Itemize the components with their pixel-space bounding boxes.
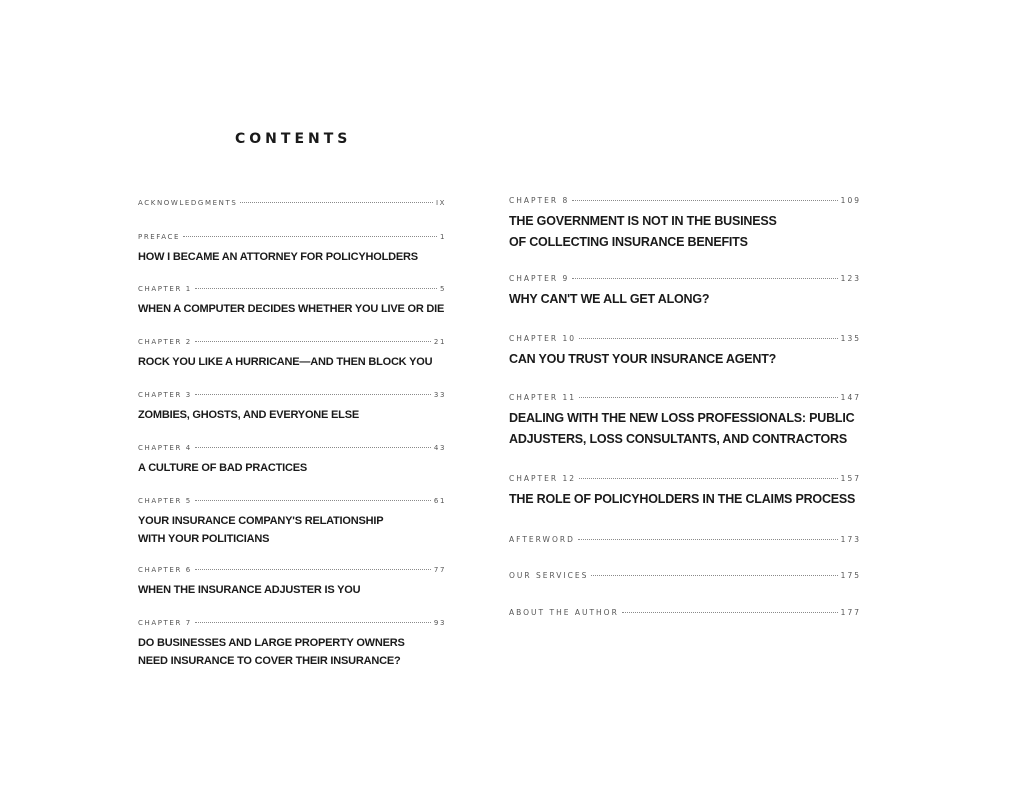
- dot-leader: [195, 447, 431, 448]
- chapter-title: [138, 248, 446, 266]
- toc-label: ABOUT THE AUTHOR: [509, 608, 619, 617]
- chapter-title-line: NEED INSURANCE TO COVER THEIR INSURANCE?: [138, 655, 401, 667]
- toc-entry[interactable]: [138, 233, 446, 266]
- dot-leader: [572, 200, 837, 201]
- toc-leader-line: [509, 608, 861, 617]
- dot-leader: [183, 236, 437, 237]
- chapter-title: [138, 634, 446, 670]
- toc-leader-line: [138, 497, 446, 505]
- toc-page-number: 33: [433, 391, 446, 399]
- toc-page-number: 177: [840, 608, 861, 617]
- chapter-title: [509, 349, 861, 370]
- dot-leader: [195, 341, 431, 342]
- chapter-title-line: ZOMBIES, GHOSTS, AND EVERYONE ELSE: [138, 409, 359, 421]
- dot-leader: [572, 278, 837, 279]
- toc-leader-line: [509, 393, 861, 402]
- chapter-title-line: HOW I BECAME AN ATTORNEY FOR POLICYHOLDERS: [138, 251, 418, 263]
- toc-leader-line: [138, 444, 446, 452]
- toc-label: CHAPTER 3: [138, 391, 192, 399]
- toc-label: CHAPTER 10: [509, 334, 576, 343]
- toc-page-number: 93: [433, 619, 446, 627]
- dot-leader: [591, 575, 837, 576]
- chapter-title-line: CAN YOU TRUST YOUR INSURANCE AGENT?: [509, 352, 777, 366]
- toc-page-number: 175: [840, 571, 861, 580]
- dot-leader: [195, 500, 431, 501]
- toc-label: CHAPTER 6: [138, 566, 192, 574]
- toc-page-number: 147: [840, 393, 861, 402]
- toc-page-number: 123: [840, 274, 861, 283]
- toc-label: CHAPTER 7: [138, 619, 192, 627]
- toc-label: CHAPTER 11: [509, 393, 576, 402]
- chapter-title-line: WHY CAN'T WE ALL GET ALONG?: [509, 292, 710, 306]
- toc-leader-line: [138, 566, 446, 574]
- toc-label: AFTERWORD: [509, 535, 575, 544]
- chapter-title: [138, 353, 446, 371]
- page-title: CONTENTS: [235, 131, 352, 147]
- toc-leader-line: [138, 338, 446, 346]
- toc-label: OUR SERVICES: [509, 571, 589, 580]
- toc-page-number: 109: [840, 196, 861, 205]
- chapter-title-line: ADJUSTERS, LOSS CONSULTANTS, AND CONTRACTORS: [509, 432, 847, 446]
- toc-entry[interactable]: [138, 391, 446, 424]
- chapter-title-line: WITH YOUR POLITICIANS: [138, 533, 270, 545]
- toc-leader-line: [509, 274, 861, 283]
- dot-leader: [195, 394, 431, 395]
- toc-entry[interactable]: [138, 619, 446, 670]
- chapter-title-line: OF COLLECTING INSURANCE BENEFITS: [509, 235, 748, 249]
- toc-leader-line: [509, 571, 861, 580]
- chapter-title-line: DEALING WITH THE NEW LOSS PROFESSIONALS: PUBLIC: [509, 411, 855, 425]
- chapter-title: [509, 408, 861, 450]
- dot-leader: [579, 338, 838, 339]
- toc-entry[interactable]: [138, 444, 446, 477]
- chapter-title: [509, 289, 861, 310]
- toc-label: CHAPTER 9: [509, 274, 570, 283]
- chapter-title-line: WHEN A COMPUTER DECIDES WHETHER YOU LIVE OR DIE: [138, 303, 445, 315]
- dot-leader: [195, 622, 431, 623]
- dot-leader: [240, 202, 433, 203]
- toc-entry[interactable]: [509, 196, 861, 253]
- toc-page-number: 173: [840, 535, 861, 544]
- chapter-title: [509, 489, 861, 510]
- toc-page-number: 1: [439, 233, 446, 241]
- chapter-title: [138, 459, 446, 477]
- dot-leader: [579, 478, 838, 479]
- chapter-title-line: THE GOVERNMENT IS NOT IN THE BUSINESS: [509, 214, 777, 228]
- toc-page-number: 77: [433, 566, 446, 574]
- toc-entry[interactable]: [509, 608, 861, 617]
- toc-leader-line: [138, 199, 446, 207]
- toc-entry[interactable]: [509, 274, 861, 310]
- toc-label: ACKNOWLEDGMENTS: [138, 199, 238, 207]
- dot-leader: [579, 397, 838, 398]
- toc-entry[interactable]: [138, 566, 446, 599]
- toc-entry[interactable]: [509, 535, 861, 544]
- toc-page-number: 61: [433, 497, 446, 505]
- toc-entry[interactable]: [138, 199, 446, 207]
- toc-leader-line: [138, 619, 446, 627]
- toc-leader-line: [138, 233, 446, 241]
- chapter-title-line: YOUR INSURANCE COMPANY'S RELATIONSHIP: [138, 515, 384, 527]
- toc-label: PREFACE: [138, 233, 181, 241]
- chapter-title-line: DO BUSINESSES AND LARGE PROPERTY OWNERS: [138, 637, 405, 649]
- toc-leader-line: [509, 196, 861, 205]
- chapter-title: [138, 581, 446, 599]
- dot-leader: [622, 612, 838, 613]
- toc-entry[interactable]: [138, 285, 446, 318]
- toc-label: CHAPTER 2: [138, 338, 192, 346]
- toc-entry[interactable]: [509, 474, 861, 510]
- toc-label: CHAPTER 12: [509, 474, 576, 483]
- toc-entry[interactable]: [509, 334, 861, 370]
- dot-leader: [195, 569, 431, 570]
- chapter-title: [138, 512, 446, 548]
- toc-entry[interactable]: [138, 497, 446, 548]
- dot-leader: [578, 539, 838, 540]
- toc-entry[interactable]: [509, 571, 861, 580]
- toc-leader-line: [509, 474, 861, 483]
- toc-page-number: 157: [840, 474, 861, 483]
- toc-entry[interactable]: [138, 338, 446, 371]
- dot-leader: [195, 288, 437, 289]
- toc-label: CHAPTER 1: [138, 285, 192, 293]
- toc-leader-line: [509, 334, 861, 343]
- chapter-title: [138, 406, 446, 424]
- chapter-title-line: A CULTURE OF BAD PRACTICES: [138, 462, 307, 474]
- chapter-title-line: WHEN THE INSURANCE ADJUSTER IS YOU: [138, 584, 361, 596]
- chapter-title-line: ROCK YOU LIKE A HURRICANE—AND THEN BLOCK YOU: [138, 356, 433, 368]
- toc-page-number: IX: [435, 199, 446, 207]
- toc-page-number: 43: [433, 444, 446, 452]
- toc-leader-line: [138, 391, 446, 399]
- chapter-title: [509, 211, 861, 253]
- toc-leader-line: [509, 535, 861, 544]
- chapter-title-line: THE ROLE OF POLICYHOLDERS IN THE CLAIMS PROCESS: [509, 492, 856, 506]
- toc-entry[interactable]: [509, 393, 861, 450]
- toc-label: CHAPTER 8: [509, 196, 570, 205]
- chapter-title: [138, 300, 446, 318]
- toc-label: CHAPTER 5: [138, 497, 192, 505]
- toc-label: CHAPTER 4: [138, 444, 192, 452]
- toc-page-number: 5: [439, 285, 446, 293]
- toc-page-number: 21: [433, 338, 446, 346]
- toc-page-number: 135: [840, 334, 861, 343]
- toc-leader-line: [138, 285, 446, 293]
